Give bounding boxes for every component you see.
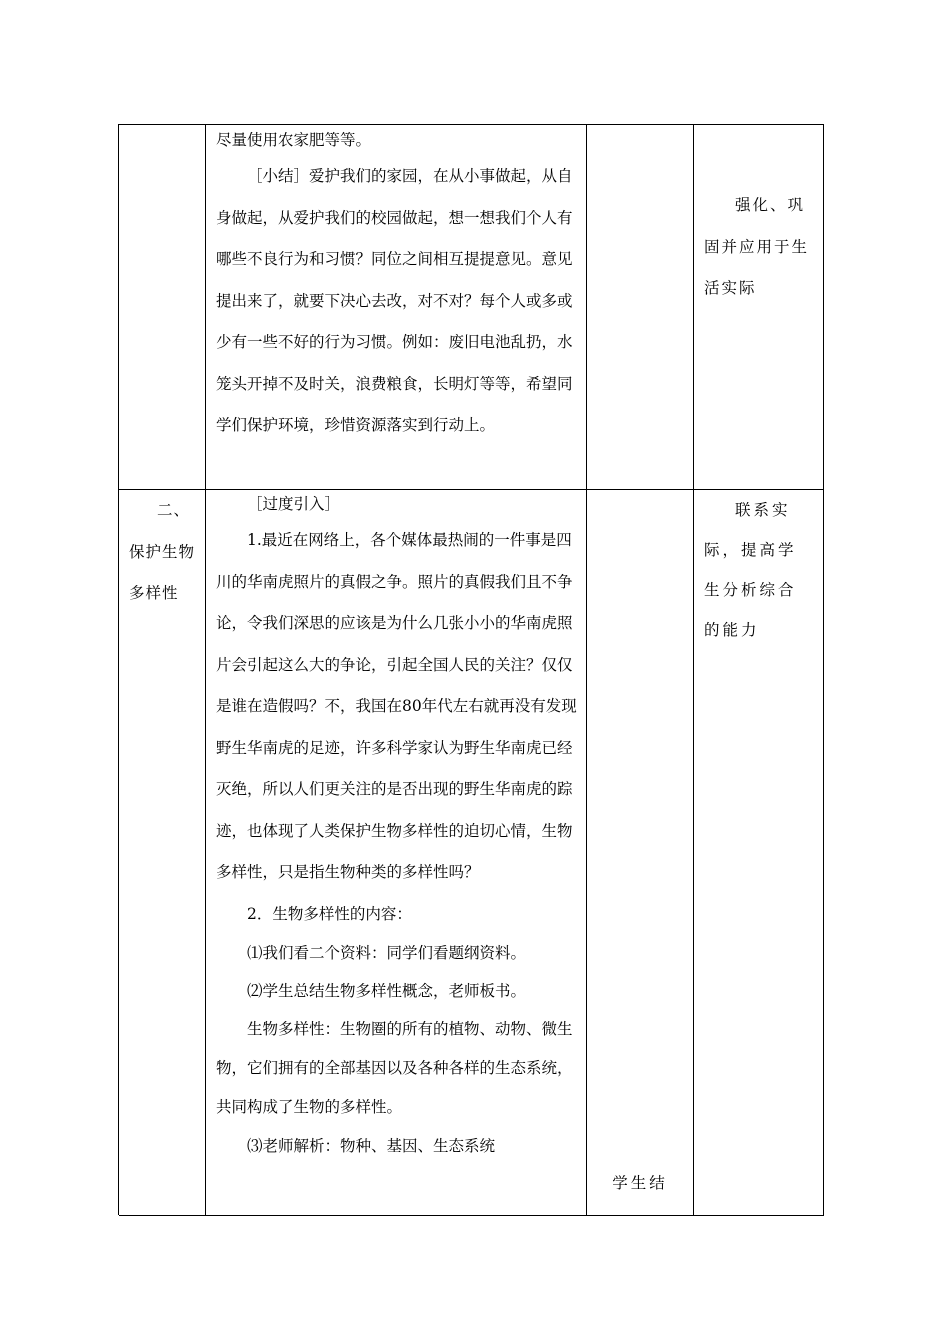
transition-heading: ［过度引入］: [247, 495, 341, 513]
lead-line: 尽量使用农家肥等等。: [216, 131, 372, 149]
section-cell: [119, 490, 206, 1215]
intro-paragraph: 1.最近在网络上，各个媒体最热闹的一件事是四川的华南虎照片的真假之争。照片的真假我们且不争论，令我们深思的应该是为什么几张小小的华南虎照片会引起这么大的争论，引起全国人民的关注？仅仅是谁在造假吗？不，我国在80年代左右就再没有发现野生华南虎的足迹，许多科学家认为野生华南虎已经灭绝，所以人们更关注的是否出现的野生华南虎的踪迹，也体现了人类保护生物多样性的迫切心情，生物多样性，只是指生物种类的多样性吗？: [216, 531, 577, 881]
content-cell: [206, 490, 587, 1215]
section-title-line1: 保护生物: [129, 542, 196, 561]
lesson-plan-table: [118, 124, 824, 1215]
section-cell: [119, 125, 206, 489]
sub-item-2: ⑵学生总结生物多样性概念，老师板书。: [247, 981, 527, 1000]
student-activity-cell: [587, 490, 694, 1215]
student-activity-text: 学生结: [612, 1174, 668, 1192]
definition-paragraph: 生物多样性：生物圈的所有的植物、动物、微生物，它们拥有的全部基因以及各种各样的生态系统，共同构成了生物的多样性。: [216, 1019, 573, 1116]
summary-paragraph: ［小结］爱护我们的家园，在从小事做起，从自身做起，从爱护我们的校园做起，想一想我们个人有哪些不良行为和习惯？同位之间相互提提意见。意见提出来了，就要下决心去改，对不对？每个人或多或少有一些不好的行为习惯。例如：废旧电池乱扔，水笼头开掉不及时关，浪费粮食，长明灯等等，希望同学们保护环境，珍惜资源落实到行动上。: [216, 167, 573, 434]
design-intent-cell: [694, 490, 824, 1215]
table-row: [119, 490, 824, 1216]
table-row: [119, 125, 824, 490]
content-item-2: 2．生物多样性的内容：: [247, 904, 412, 923]
design-intent-text: 强化、巩固并应用于生活实际: [704, 196, 810, 297]
content-cell: [206, 125, 587, 489]
sub-item-3: ⑶老师解析：物种、基因、生态系统: [247, 1136, 496, 1155]
design-intent-cell: [694, 125, 824, 489]
design-intent-text: 联系实际，提高学生分析综合的能力: [704, 501, 797, 639]
section-number: 二、: [157, 501, 191, 519]
section-title-line2: 多样性: [129, 584, 179, 602]
sub-item-1: ⑴我们看二个资料：同学们看题纲资料。: [247, 943, 527, 962]
student-activity-cell: [587, 125, 694, 489]
